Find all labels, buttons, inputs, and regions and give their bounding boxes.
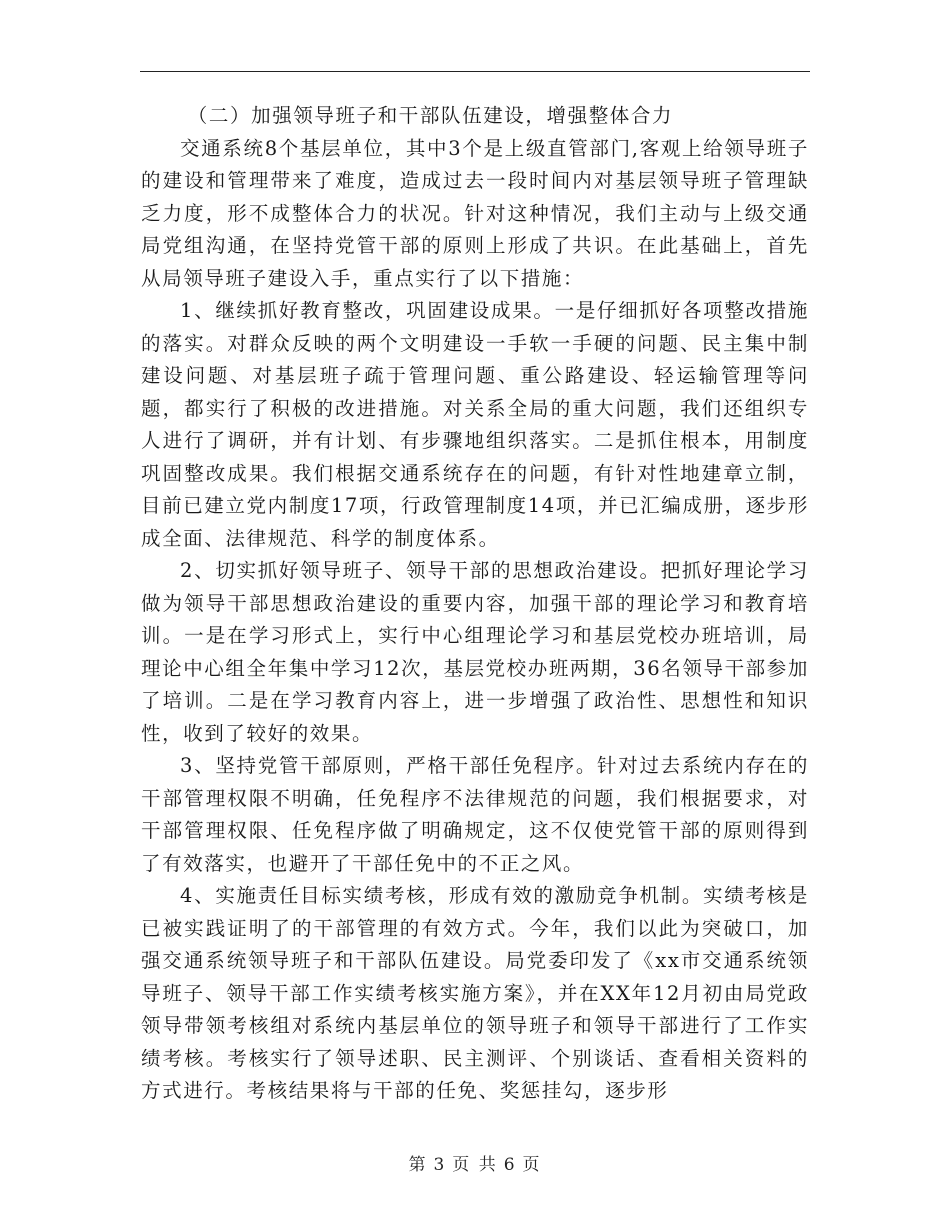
footer-suffix: 页 [522,1155,542,1175]
footer-middle: 页 共 [452,1155,498,1175]
paragraph-item-2: 2、切实抓好领导班子、领导干部的思想政治建设。把抓好理论学习做为领导干部思想政治建设的重要内容，加强干部的理论学习和教育培训。一是在学习形式上，实行中心组理论学习和基层党校办班培训，局理论中心组全年集中学习12次，基层党校办班两期，36名领导干部参加了培训。二是在学习教育内容上，进一步增强了政治性、思想性和知识性，收到了较好的效果。 [141,559,809,745]
paragraph-item-1: 1、继续抓好教育整改，巩固建设成果。一是仔细抓好各项整改措施的落实。对群众反映的两个文明建设一手软一手硬的问题、民主集中制建设问题、对基层班子疏于管理问题、重公路建设、轻运输管理等问题，都实行了积极的改进措施。对关系全局的重大问题，我们还组织专人进行了调研，并有计划、有步骤地组织落实。二是抓住根本，用制度巩固整改成果。我们根据交通系统存在的问题，有针对性地建章立制，目前已建立党内制度17项，行政管理制度14项，并已汇编成册，逐步形成全面、法律规范、科学的制度体系。 [141,299,809,550]
footer-page-number: 3 [433,1155,447,1175]
paragraph-item-4: 4、实施责任目标实绩考核，形成有效的激励竞争机制。实绩考核是已被实践证明了的干部管理的有效方式。今年，我们以此为突破口，加强交通系统领导班子和干部队伍建设。局党委印发了《xx市交通系统领导班子、领导干部工作实绩考核实施方案》，并在XX年12月初由局党政领导带领考核组对系统内基层单位的领导班子和领导干部进行了工作实绩考核。考核实行了领导述职、民主测评、个别谈话、查看相关资料的方式进行。考核结果将与干部的任免、奖惩挂勾，逐步形 [141,884,809,1102]
header-rule [140,71,810,72]
section-heading: （二）加强领导班子和干部队伍建设，增强整体合力 [187,104,674,127]
footer-prefix: 第 [408,1155,428,1175]
document-body [141,100,809,1108]
paragraph-item-3: 3、坚持党管干部原则，严格干部任免程序。针对过去系统内存在的干部管理权限不明确，任免程序不法律规范的问题，我们根据要求，对干部管理权限、任免程序做了明确规定，这不仅使党管干部的原则得到了有效落实，也避开了干部任免中的不正之风。 [141,754,809,875]
page-footer [0,1150,950,1175]
paragraph-intro: 交通系统8个基层单位，其中3个是上级直管部门,客观上给领导班子的建设和管理带来了难度，造成过去一段时间内对基层领导班子管理缺乏力度，形不成整体合力的状况。针对这种情况，我们主动与上级交通局党组沟通，在坚持党管干部的原则上形成了共识。在此基础上，首先从局领导班子建设入手，重点实行了以下措施： [141,136,809,290]
footer-total-pages: 6 [503,1155,517,1175]
